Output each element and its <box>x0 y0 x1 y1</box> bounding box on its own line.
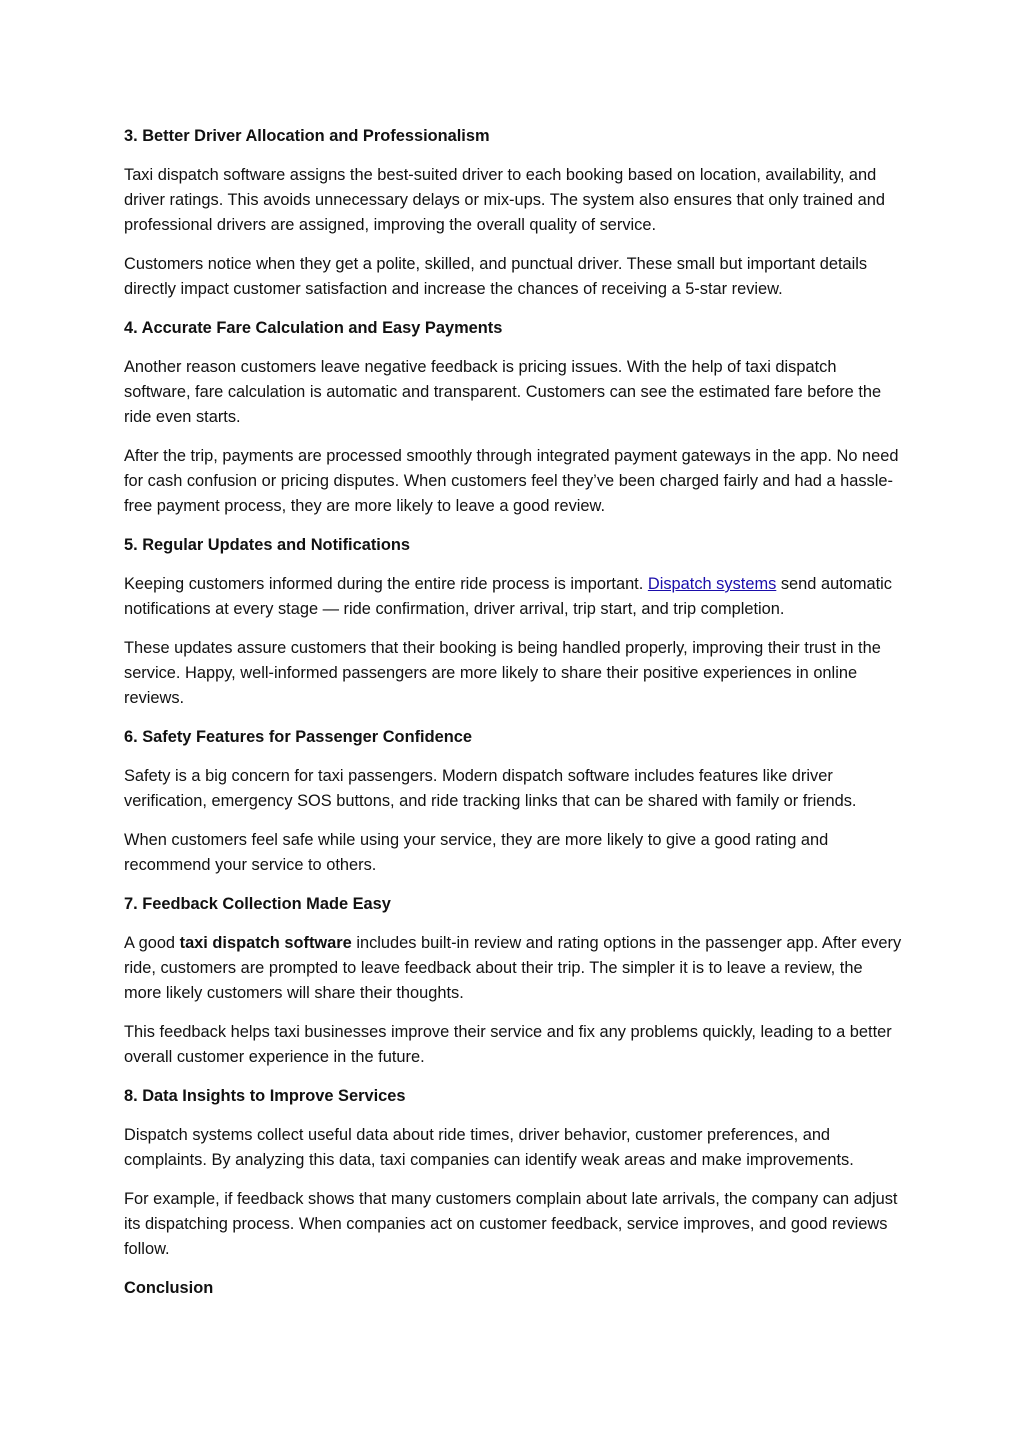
section-heading: 8. Data Insights to Improve Services <box>124 1087 406 1105</box>
paragraph-text: Keeping customers informed during the entire ride process is important. <box>124 575 648 593</box>
paragraph: When customers feel safe while using your service, they are more likely to give a good rating and recommend your service to others. <box>124 831 829 874</box>
paragraph <box>124 931 904 1006</box>
section-safety-features <box>124 725 904 878</box>
section-heading: 4. Accurate Fare Calculation and Easy Payments <box>124 319 503 337</box>
paragraph: These updates assure customers that their booking is being handled properly, improving their trust in the service. Happy, well-informed passengers are more likely to share their positive experiences in online reviews. <box>124 639 881 707</box>
paragraph: Customers notice when they get a polite, skilled, and punctual driver. These small but important details directly impact customer satisfaction and increase the chances of receiving a 5-star review. <box>124 255 868 298</box>
paragraph: Dispatch systems collect useful data about ride times, driver behavior, customer preferences, and complaints. By analyzing this data, taxi companies can identify weak areas and make improvements. <box>124 1126 854 1169</box>
section-heading: 5. Regular Updates and Notifications <box>124 536 410 554</box>
paragraph: Safety is a big concern for taxi passengers. Modern dispatch software includes features like driver verification, emergency SOS buttons, and ride tracking links that can be shared with family or friends. <box>124 767 857 810</box>
section-fare-calculation <box>124 316 904 519</box>
section-heading: 3. Better Driver Allocation and Professionalism <box>124 127 490 145</box>
paragraph-text: A good <box>124 934 180 952</box>
section-feedback-collection <box>124 892 904 1070</box>
section-heading: 6. Safety Features for Passenger Confidence <box>124 728 472 746</box>
section-heading: 7. Feedback Collection Made Easy <box>124 895 391 913</box>
section-data-insights <box>124 1084 904 1262</box>
paragraph: After the trip, payments are processed smoothly through integrated payment gateways in the app. No need for cash confusion or pricing disputes. When customers feel they’ve been charged fairly and had a hassle-free payment process, they are more likely to leave a good review. <box>124 447 899 515</box>
section-notifications <box>124 533 904 711</box>
dispatch-systems-link[interactable]: Dispatch systems <box>647 575 777 593</box>
paragraph: This feedback helps taxi businesses improve their service and fix any problems quickly, leading to a better overall customer experience in the future. <box>124 1023 892 1066</box>
paragraph: Taxi dispatch software assigns the best-suited driver to each booking based on location, availability, and driver ratings. This avoids unnecessary delays or mix-ups. The system also ensures that only trained and professional drivers are assigned, improving the overall quality of service. <box>124 166 886 234</box>
paragraph <box>124 572 904 622</box>
section-conclusion <box>124 1276 904 1301</box>
section-heading: Conclusion <box>124 1279 214 1297</box>
paragraph: Another reason customers leave negative feedback is pricing issues. With the help of taxi dispatch software, fare calculation is automatic and transparent. Customers can see the estimated fare before the ride even starts. <box>124 358 882 426</box>
section-driver-allocation <box>124 124 904 302</box>
paragraph-text: send automatic notifications at every stage — ride confirmation, driver arrival, trip start, and trip completion. <box>124 575 893 618</box>
paragraph-text: includes built-in review and rating options in the passenger app. After every ride, customers are prompted to leave feedback about their trip. The simpler it is to leave a review, the more likely customers will share their thoughts. <box>124 934 902 1002</box>
paragraph: For example, if feedback shows that many customers complain about late arrivals, the company can adjust its dispatching process. When companies act on customer feedback, service improves, and good reviews follow. <box>124 1190 898 1258</box>
document-page <box>124 124 904 1315</box>
bold-text: taxi dispatch software <box>179 934 352 952</box>
